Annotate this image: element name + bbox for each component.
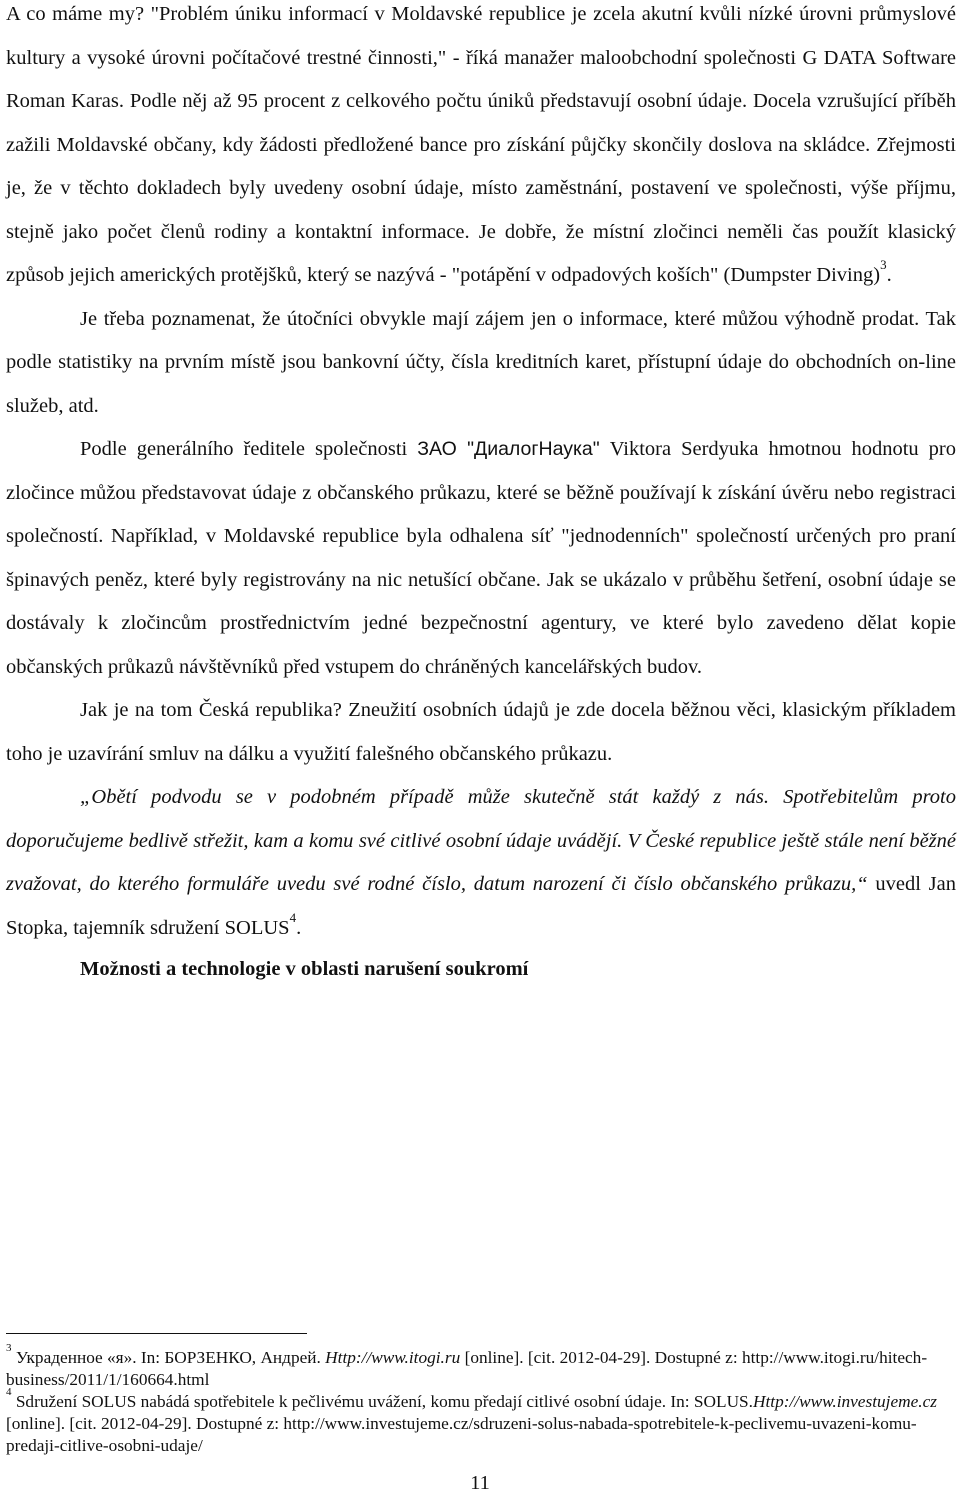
footnote-ref-4[interactable]: 4 bbox=[289, 909, 297, 925]
footnote-number: 4 bbox=[6, 1386, 12, 1399]
paragraph-end: . bbox=[296, 916, 302, 939]
paragraph-attackers-interest bbox=[6, 298, 956, 429]
paragraph-czech-republic bbox=[6, 689, 956, 776]
footnote-4 bbox=[6, 1386, 954, 1457]
paragraph-moldova-leaks bbox=[6, 0, 956, 298]
paragraph-text: Jak je na tom Česká republika? Zneužití osobních údajů je zde docela běžnou věci, klasickým příkladem toho je uzavírání smluv na dálku a využití falešného občanského průkazu. bbox=[6, 699, 956, 765]
document-page bbox=[6, 0, 956, 981]
paragraph-text: Je třeba poznamenat, že útočníci obvykle mají zájem jen o informace, které můžou výhodně prodat. Tak podle statistiky na prvním místě jsou bankovní účty, čísla kreditních karet, přístupní údaje do obchodních on-line služeb, atd. bbox=[6, 307, 956, 417]
footnote-source: Http://www.investujeme.cz bbox=[753, 1392, 937, 1411]
paragraph-text: uvedl Jan Stopka, tajemník sdružení SOLUS bbox=[6, 873, 956, 939]
footnote-url[interactable]: [online]. [cit. 2012-04-29]. Dostupné z: http://www.investujeme.cz/sdruzeni-solus-nabada-spotrebitele-k-peclivemu-uvazeni-komu-predaji-citlive-osobni-udaje/ bbox=[6, 1414, 917, 1455]
company-name: ЗАО "ДиалогНаука" bbox=[417, 438, 600, 460]
paragraph-end: . bbox=[886, 264, 892, 286]
footnote-text: Украденное «я». In: БОРЗЕНКО, Андрей. bbox=[11, 1348, 326, 1367]
footnote-url[interactable]: [online]. [cit. 2012-04-29]. Dostupné z: http://www.itogi.ru/hitech-business/2011/1/160664.html bbox=[6, 1348, 928, 1389]
paragraph-solus-quote bbox=[6, 776, 956, 950]
quote-text: „Obětí podvodu se v podobném případě může skutečně stát každý z nás. Spotřebitelům proto doporučujeme bedlivě střežit, kam a komu své citlivé osobní údaje uvádějí. V České republice ještě stále není běžné zvažovat, do kterého formuláře uvedu své rodné číslo, datum narození či číslo občanského průkazu,“ bbox=[6, 786, 956, 895]
footnote-number: 3 bbox=[6, 1342, 12, 1355]
footnote-text: Sdružení SOLUS nabádá spotřebitele k pečlivému uvážení, komu předají citlivé osobní údaje. In: SOLUS. bbox=[11, 1392, 753, 1411]
paragraph-text: Podle generálního ředitele společnosti bbox=[80, 438, 418, 460]
page-number: 11 bbox=[470, 1472, 490, 1494]
footnotes bbox=[6, 1342, 954, 1457]
footnote-separator bbox=[6, 1333, 307, 1334]
paragraph-text: A co máme my? "Problém úniku informací v Moldavské republice je zcela akutní kvůli nízké úrovni průmyslové kultury a vysoké úrovni počítačové trestné činnosti," - říká manažer maloobchodní společnosti G DATA Software Roman Karas. Podle něj až 95 procent z celkového počtu úniků představují osobní údaje. Docela vzrušující příběh zažili Moldavské občany, kdy žádosti předložené bance pro získání půjčky skončily doslova na skládce. Zřejmosti je, že v těchto dokladech byly uvedeny osobní údaje, místo zaměstnání, postavení ve společnosti, výše příjmu, stejně jako počet členů rodiny a kontaktní informace. Je dobře, že místní zločinci neměli čas použít klasický způsob jejich amerických protějšků, který se nazývá - "potápění v odpadových koších" (Dumpster Diving) bbox=[6, 3, 956, 286]
section-heading: Možnosti a technologie v oblasti narušení soukromí bbox=[80, 958, 529, 980]
paragraph-serdyuk bbox=[6, 428, 956, 689]
paragraph-text: Viktora Serdyuka hmotnou hodnotu pro zločince můžou představovat údaje z občanského průkazu, které se běžně používají k získání úvěru nebo registraci společností. Například, v Moldavské republice byla odhalena síť "jednodenních" společností určených pro praní špinavých peněz, které byly registrovány na nic netušící občane. Jak se ukázalo v průběhu šetření, osobní údaje se dostávaly k zločincům prostřednictvím jedné bezpečnostní agentury, ve které bylo zavedeno dělat kopie občanských průkazů návštěvníků před vstupem do chráněných kancelářských budov. bbox=[6, 438, 956, 678]
footnote-ref-3[interactable]: 3 bbox=[880, 257, 887, 273]
footnote-source: Http://www.itogi.ru bbox=[325, 1348, 461, 1367]
footnote-3 bbox=[6, 1342, 954, 1391]
